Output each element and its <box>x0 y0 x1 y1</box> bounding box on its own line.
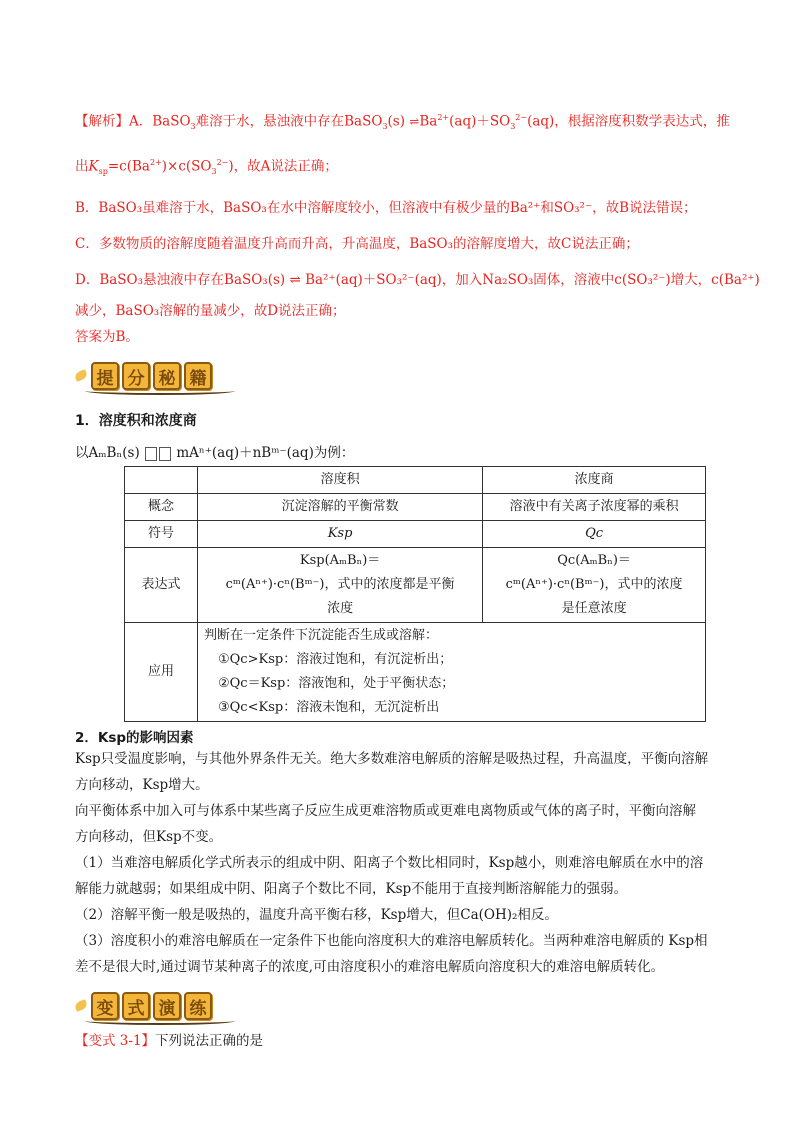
qc-symbol: Qc <box>585 526 604 542</box>
analysis-a2-eq: =c(Ba <box>107 158 150 175</box>
app-line: 判断在一定条件下沉淀能否生成或溶解： <box>204 628 439 644</box>
table-cell <box>198 521 483 548</box>
table-row <box>125 548 706 623</box>
app-line: ②Qc＝Ksp：溶液饱和，处于平衡状态； <box>218 676 455 692</box>
analysis-a2-pre: 出 <box>75 158 89 175</box>
analysis-a1-post: Ba <box>419 113 438 130</box>
table-row <box>125 494 706 521</box>
analysis-a1-pre: A．BaSO <box>129 113 191 130</box>
exercise-line <box>75 1028 730 1054</box>
analysis-line-a2: 出$K_{sp}=c(Ba^{2+})\times c(SO_3^{2-})$，故A说法正确； <box>75 158 338 177</box>
equilibrium-arrow-icon: ⇌ <box>409 114 420 129</box>
banner-char: 提 <box>91 362 119 390</box>
analysis-a1-aq: (aq)＋SO <box>449 113 511 130</box>
ksp-qc-table <box>124 466 706 722</box>
analysis-a1-mid: 难溶于水，悬浊液中存在BaSO <box>195 113 383 130</box>
banner-char: 秘 <box>153 362 181 390</box>
analysis-block <box>75 100 760 350</box>
analysis-line-d2: 减少，BaSO₃溶解的量减少，故D说法正确； <box>75 303 346 320</box>
expr-qc-line: Qc(AₘBₙ)＝ <box>557 553 631 569</box>
section2-title: 2．Ksp的影响因素 <box>75 730 194 747</box>
banner-char: 籍 <box>184 362 212 390</box>
table-cell <box>198 623 706 722</box>
table-cell <box>125 467 198 494</box>
table-cell <box>483 548 706 623</box>
placeholder-box-icon <box>145 447 157 461</box>
swoosh-decoration <box>85 387 235 395</box>
banner-char: 练 <box>184 992 212 1020</box>
banner-tips <box>75 356 730 396</box>
table-cell <box>483 521 706 548</box>
section2-p4: （2）溶解平衡一般是吸热的，温度升高平衡右移，Ksp增大，但Ca(OH)₂相反。 <box>75 907 558 924</box>
intro-post: mAⁿ⁺(aq)＋nBᵐ⁻(aq)为例： <box>176 445 355 462</box>
banner-char: 分 <box>122 362 150 390</box>
expr-qc-line: 是任意浓度 <box>561 601 627 617</box>
section2-p3b: 解能力就越弱；如果组成中阴、阳离子个数比不同，Ksp不能用于直接判断溶解能力的强弱。 <box>75 881 628 898</box>
banner-char: 演 <box>153 992 181 1020</box>
banner-char: 式 <box>122 992 150 1020</box>
exercise-text: 下列说法正确的是 <box>155 1033 264 1050</box>
banner-char: 变 <box>91 992 119 1020</box>
exercise-tag: 【变式 3-1】 <box>75 1033 156 1050</box>
analysis-tag: 【解析】 <box>75 113 129 130</box>
analysis-a2-tail: )，故A说法正确； <box>228 158 338 175</box>
table-cell: 应用 <box>125 623 198 722</box>
expr-ksp-line: Ksp(AₘBₙ)＝ <box>299 553 381 569</box>
section2-p5b: 差不是很大时,通过调节某种离子的浓度,可由溶度积小的难溶电解质向溶度积大的难溶电解质转化。 <box>75 959 665 976</box>
intro-pre: 以AₘBₙ(s) <box>75 445 140 462</box>
analysis-a2-k: K <box>88 158 99 175</box>
section2-p1: Ksp只受温度影响，与其他外界条件无关。绝大多数难溶电解质的溶解是吸热过程，升高温度，平衡向溶解 <box>75 751 709 768</box>
analysis-line-c: C．多数物质的溶解度随着温度升高而升高，升高温度，BaSO₃的溶解度增大，故C说法正确； <box>75 236 639 253</box>
section2-p2: 向平衡体系中加入可与体系中某些离子反应生成更难溶物质或更难电离物质或气体的离子时，平衡向溶解 <box>75 803 696 820</box>
table-cell: 溶液中有关离子浓度幂的乘积 <box>483 494 706 521</box>
analysis-answer: 答案为B。 <box>75 329 139 346</box>
table-row <box>125 467 706 494</box>
leaf-icon <box>75 998 89 1014</box>
section1-title: 1．溶度积和浓度商 <box>75 413 197 430</box>
analysis-line-d1: D．BaSO₃悬浊液中存在BaSO₃(s) ⇌ Ba²⁺(aq)＋SO₃²⁻(aq)，加入Na₂SO₃固体，溶液中c(SO₃²⁻)增大，c(Ba²⁺) <box>75 272 760 289</box>
table-cell: 概念 <box>125 494 198 521</box>
section2-p5: （3）溶度积小的难溶电解质在一定条件下也能向溶度积大的难溶电解质转化。当两种难溶电解质的 Ksp相 <box>75 933 708 950</box>
table-cell: 沉淀溶解的平衡常数 <box>198 494 483 521</box>
analysis-a2-mid: )×c(SO <box>161 158 212 175</box>
table-row <box>125 521 706 548</box>
document-page <box>75 100 760 1054</box>
section2-p1b: 方向移动，Ksp增大。 <box>75 777 209 794</box>
section2-p2b: 方向移动，但Ksp不变。 <box>75 829 223 846</box>
swoosh-decoration <box>85 1017 235 1025</box>
expr-ksp-line: cᵐ(Aⁿ⁺)·cⁿ(Bᵐ⁻)，式中的浓度都是平衡 <box>225 577 455 593</box>
analysis-line-a1: 【解析】A．BaSO$_3$难溶于水，悬浊液中存在BaSO$_3$(s) $\rightleftharpoons Ba^{2+}(aq)+SO_3^{2-}(aq)$，根据溶度积数学表达式，推 <box>75 113 730 132</box>
section1-intro <box>75 440 730 466</box>
table-header: 溶度积 <box>198 467 483 494</box>
table-cell <box>198 548 483 623</box>
section2-p3: （1）当难溶电解质化学式所表示的组成中阴、阳离子个数比相同时，Ksp越小，则难溶电解质在水中的溶 <box>75 855 704 872</box>
expr-ksp-line: 浓度 <box>327 601 354 617</box>
analysis-a1-s: (s) <box>387 113 410 130</box>
table-cell: 表达式 <box>125 548 198 623</box>
analysis-a1-tail: (aq)，根据溶度积数学表达式，推 <box>527 113 730 130</box>
expr-qc-line: cᵐ(Aⁿ⁺)·cⁿ(Bᵐ⁻)，式中的浓度 <box>505 577 683 593</box>
ksp-symbol: Ksp <box>327 526 353 542</box>
table-row <box>125 623 706 722</box>
leaf-icon <box>75 368 89 384</box>
app-line: ①Qc>Ksp：溶液过饱和，有沉淀析出； <box>218 652 453 668</box>
banner-practice <box>75 986 730 1026</box>
analysis-line-b: B．BaSO₃虽难溶于水，BaSO₃在水中溶解度较小，但溶液中有极少量的Ba²⁺和SO₃²⁻，故B说法错误； <box>75 200 697 217</box>
placeholder-box-icon <box>159 447 171 461</box>
table-cell: 符号 <box>125 521 198 548</box>
table-header: 浓度商 <box>483 467 706 494</box>
app-line: ③Qc<Ksp：溶液未饱和，无沉淀析出 <box>218 700 440 716</box>
